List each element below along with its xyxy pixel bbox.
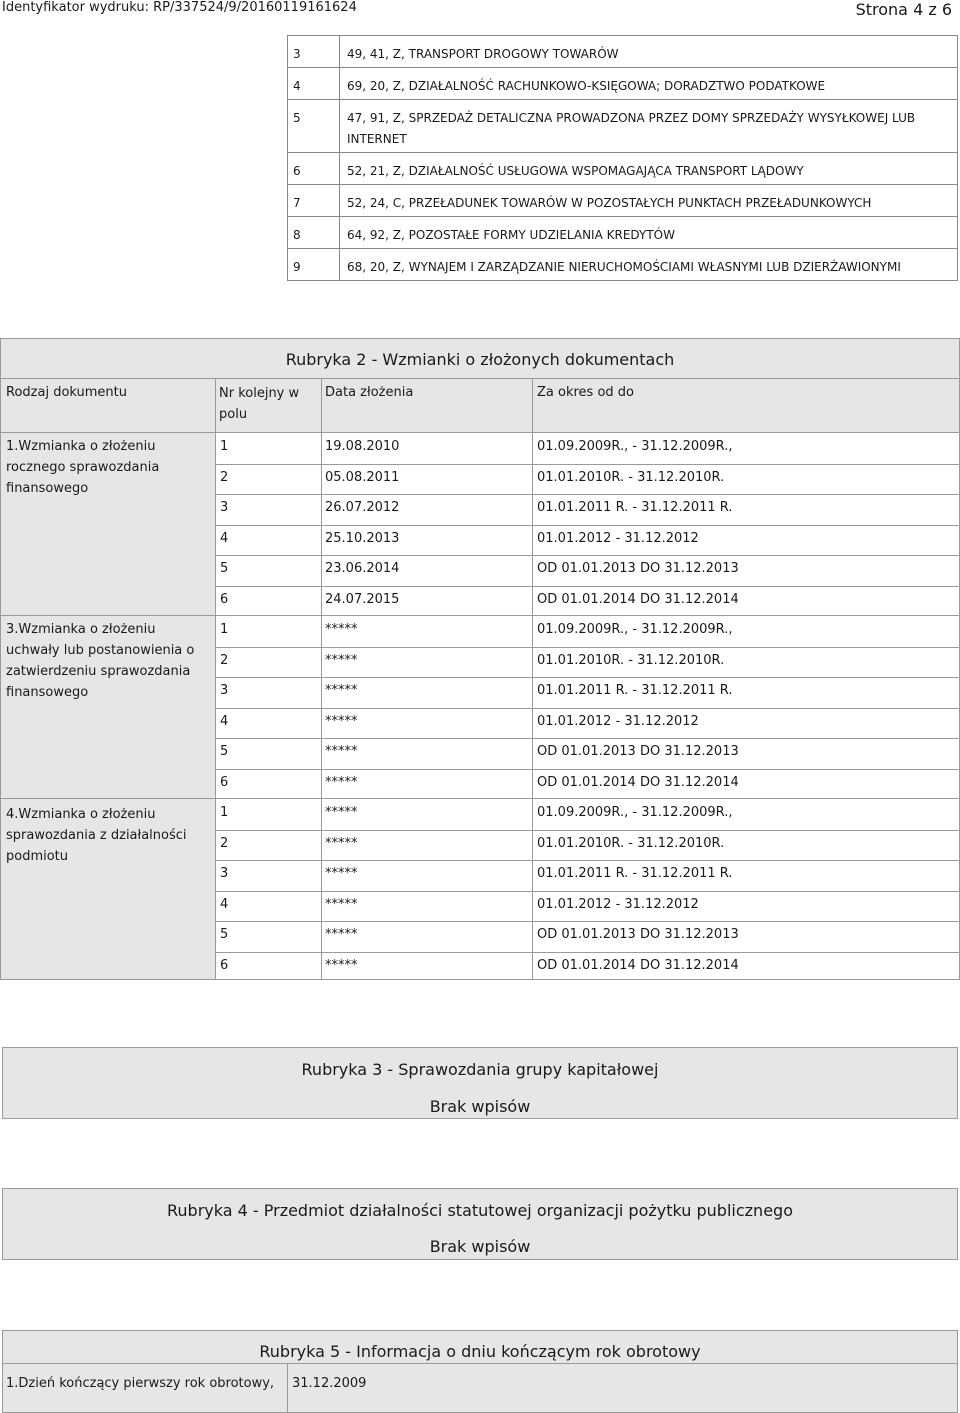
header-period: Za okres od do (537, 385, 634, 400)
rubryka-3-title: Rubryka 3 - Sprawozdania grupy kapitałowej (301, 1060, 659, 1079)
row-divider (215, 647, 959, 648)
row-number: 8 (288, 217, 340, 249)
rubryka-4-content: Brak wpisów (429, 1237, 531, 1256)
row-divider (215, 769, 959, 770)
rubryka-2-title: Rubryka 2 - Wzmianki o złożonych dokumentach (285, 350, 675, 369)
row-period: 01.01.2010R. - 31.12.2010R. (537, 469, 725, 485)
row-date: ***** (325, 683, 358, 698)
row-number: 3 (220, 866, 229, 881)
row-divider (215, 738, 959, 739)
row-date: 24.07.2015 (325, 591, 400, 607)
table-row (288, 185, 958, 217)
row-divider (215, 891, 959, 892)
row-period: 01.01.2010R. - 31.12.2010R. (537, 835, 725, 851)
header-doc-type: Rodzaj dokumentu (6, 385, 127, 400)
divider (287, 1363, 288, 1413)
rubryka-5-value: 31.12.2009 (292, 1376, 367, 1391)
page-header (0, 0, 960, 19)
print-identifier: Identyfikator wydruku: RP/337524/9/20160119161624 (2, 0, 357, 15)
row-period: OD 01.01.2013 DO 31.12.2013 (537, 561, 739, 576)
header-date: Data złożenia (325, 385, 414, 400)
row-date: ***** (325, 805, 358, 820)
row-divider (215, 586, 959, 587)
group-label: 4.Wzmianka o złożeniu sprawozdania z działalności podmiotu (6, 807, 187, 864)
row-number: 9 (288, 249, 340, 281)
row-number: 6 (220, 957, 229, 973)
row-date: ***** (325, 652, 358, 668)
table-row (288, 217, 958, 249)
row-date: ***** (325, 835, 358, 851)
row-period: OD 01.01.2013 DO 31.12.2013 (537, 927, 739, 942)
row-date: ***** (325, 927, 358, 942)
row-number: 1 (220, 622, 229, 637)
row-number: 3 (220, 500, 229, 515)
row-date: 23.06.2014 (325, 561, 400, 576)
table-row (288, 153, 958, 185)
row-divider (215, 494, 959, 495)
rubryka-5-title: Rubryka 5 - Informacja o dniu kończącym rok obrotowy (259, 1342, 701, 1361)
row-number: 2 (220, 652, 229, 668)
divider (0, 798, 960, 799)
row-period: 01.09.2009R., - 31.12.2009R., (537, 805, 733, 820)
row-period: 01.01.2011 R. - 31.12.2011 R. (537, 866, 733, 881)
row-period: 01.09.2009R., - 31.12.2009R., (537, 439, 733, 454)
row-number: 4 (220, 896, 229, 912)
row-number: 5 (220, 561, 229, 576)
group-label: 1.Wzmianka o złożeniu rocznego sprawozdania finansowego (6, 439, 160, 496)
row-date: ***** (325, 896, 358, 912)
row-divider (215, 464, 959, 465)
row-text: 52, 21, Z, DZIAŁALNOŚĆ USŁUGOWA WSPOMAGAJĄCA TRANSPORT LĄDOWY (340, 153, 958, 185)
header-field-no: Nr kolejny w polu (219, 386, 300, 422)
row-number: 1 (220, 805, 229, 820)
row-divider (215, 708, 959, 709)
row-text: 47, 91, Z, SPRZEDAŻ DETALICZNA PROWADZONA PRZEZ DOMY SPRZEDAŻY WYSYŁKOWEJ LUB INTERNET (340, 100, 958, 153)
table-row (288, 68, 958, 100)
row-period: OD 01.01.2013 DO 31.12.2013 (537, 744, 739, 759)
row-divider (215, 830, 959, 831)
rubryka-4-title: Rubryka 4 - Przedmiot działalności statutowej organizacji pożytku publicznego (167, 1201, 793, 1220)
row-period: 01.01.2012 - 31.12.2012 (537, 713, 699, 729)
row-date: ***** (325, 713, 358, 729)
table-row (288, 36, 958, 68)
row-number: 7 (288, 185, 340, 217)
row-period: 01.01.2012 - 31.12.2012 (537, 896, 699, 912)
table-row (288, 100, 958, 153)
row-number: 4 (288, 68, 340, 100)
row-period: OD 01.01.2014 DO 31.12.2014 (537, 774, 739, 790)
row-period: OD 01.01.2014 DO 31.12.2014 (537, 957, 739, 973)
row-period: 01.01.2011 R. - 31.12.2011 R. (537, 500, 733, 515)
pkd-table (287, 35, 958, 281)
row-number: 5 (220, 927, 229, 942)
row-number: 2 (220, 469, 229, 485)
divider (0, 378, 960, 379)
row-divider (215, 952, 959, 953)
row-text: 68, 20, Z, WYNAJEM I ZARZĄDZANIE NIERUCHOMOŚCIAMI WŁASNYMI LUB DZIERŻAWIONYMI (340, 249, 958, 281)
row-number: 6 (220, 774, 229, 790)
divider (0, 432, 960, 433)
row-number: 2 (220, 835, 229, 851)
row-date: ***** (325, 774, 358, 790)
row-number: 5 (220, 744, 229, 759)
page-number: Strona 4 z 6 (855, 0, 952, 19)
row-divider (215, 921, 959, 922)
row-date: ***** (325, 866, 358, 881)
row-date: ***** (325, 957, 358, 973)
row-text: 49, 41, Z, TRANSPORT DROGOWY TOWARÓW (340, 36, 958, 68)
row-number: 4 (220, 713, 229, 729)
row-date: 26.07.2012 (325, 500, 400, 515)
row-period: 01.01.2012 - 31.12.2012 (537, 530, 699, 546)
row-date: 19.08.2010 (325, 439, 400, 454)
row-divider (215, 525, 959, 526)
row-date: 25.10.2013 (325, 530, 400, 546)
row-text: 64, 92, Z, POZOSTAŁE FORMY UDZIELANIA KREDYTÓW (340, 217, 958, 249)
row-divider (215, 860, 959, 861)
row-number: 6 (288, 153, 340, 185)
row-number: 3 (220, 683, 229, 698)
divider (0, 615, 960, 616)
row-period: 01.09.2009R., - 31.12.2009R., (537, 622, 733, 637)
divider (2, 1363, 958, 1364)
row-date: 05.08.2011 (325, 469, 400, 485)
rubryka-5-label: 1.Dzień kończący pierwszy rok obrotowy, (6, 1376, 275, 1391)
row-number: 6 (220, 591, 229, 607)
row-date: ***** (325, 744, 358, 759)
row-text: 69, 20, Z, DZIAŁALNOŚĆ RACHUNKOWO-KSIĘGOWA; DORADZTWO PODATKOWE (340, 68, 958, 100)
row-number: 4 (220, 530, 229, 546)
row-text: 52, 24, C, PRZEŁADUNEK TOWARÓW W POZOSTAŁYCH PUNKTACH PRZEŁADUNKOWYCH (340, 185, 958, 217)
row-period: 01.01.2011 R. - 31.12.2011 R. (537, 683, 733, 698)
table-row (288, 249, 958, 281)
row-divider (215, 677, 959, 678)
row-period: 01.01.2010R. - 31.12.2010R. (537, 652, 725, 668)
row-date: ***** (325, 622, 358, 637)
row-divider (215, 555, 959, 556)
row-number: 1 (220, 439, 229, 454)
row-number: 3 (288, 36, 340, 68)
row-number: 5 (288, 100, 340, 153)
group-label: 3.Wzmianka o złożeniu uchwały lub postanowienia o zatwierdzeniu sprawozdania finansowego (6, 622, 195, 700)
rubryka-3-content: Brak wpisów (429, 1097, 531, 1116)
row-period: OD 01.01.2014 DO 31.12.2014 (537, 591, 739, 607)
